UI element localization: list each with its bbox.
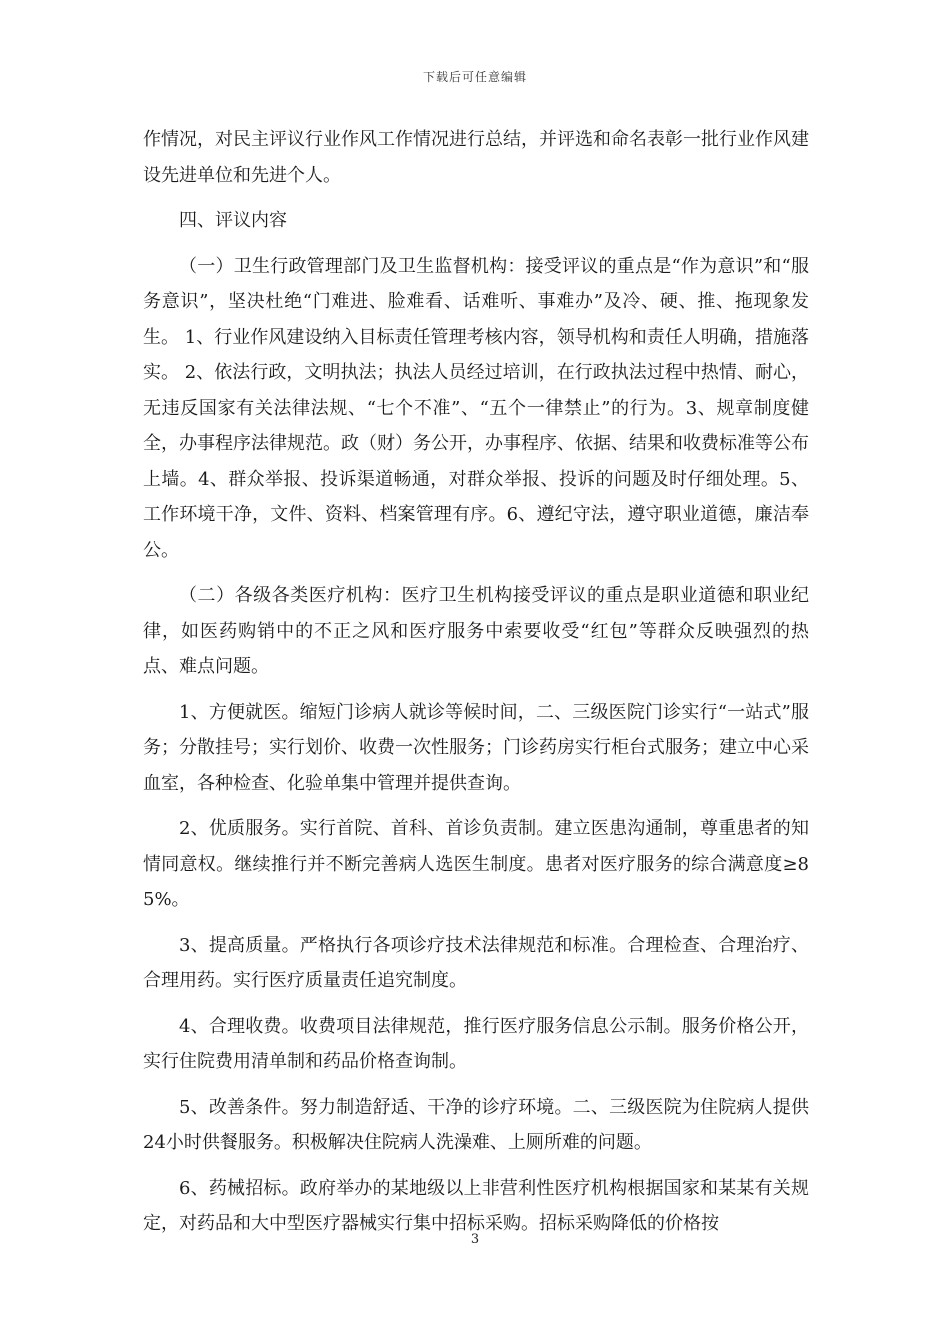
paragraph-item-3: 3、提高质量。严格执行各项诊疗技术法律规范和标准。合理检查、合理治疗、合理用药。实行医疗质量责任追究制度。 xyxy=(143,934,809,991)
paragraph-medical-institutions: （二）各级各类医疗机构：医疗卫生机构接受评议的重点是职业道德和职业纪律，如医药购销中的不正之风和医疗服务中索要收受“红包”等群众反映强烈的热点、难点问题。 xyxy=(143,585,809,677)
page-header: 下载后可任意编辑 xyxy=(422,70,527,84)
paragraph-item-1: 1、方便就医。缩短门诊病人就诊等候时间，二、三级医院门诊实行“一站式”服务；分散挂号；实行划价、收费一次性服务；门诊药房实行柜台式服务；建立中心采血室，各种检查、化验单集中管理并提供查询。 xyxy=(143,701,809,794)
paragraph-item-5: 5、改善条件。努力制造舒适、干净的诊疗环境。二、三级医院为住院病人提供24小时供餐服务。积极解决住院病人洗澡难、上厕所难的问题。 xyxy=(143,1096,809,1153)
paragraph-item-4: 4、合理收费。收费项目法律规范，推行医疗服务信息公示制。服务价格公开，实行住院费用清单制和药品价格查询制。 xyxy=(143,1015,809,1072)
document-body xyxy=(143,122,809,1252)
paragraph-health-admin: （一）卫生行政管理部门及卫生监督机构：接受评议的重点是“作为意识”和“服务意识”，坚决杜绝“门难进、脸难看、话难听、事难办”及冷、硬、推、拖现象发生。 1、行业作风建设纳入目标责任管理考核内容，领导机构和责任人明确，措施落实。 2、依法行政，文明执法；执法人员经过培训，在行政执法过程中热情、耐心，无违反国家有关法律法规、“七个不准”、“五个一律禁止”的行为。3、规章制度健全，办事程序法律规范。政（财）务公开，办事程序、依据、结果和收费标准等公布上墙。4、群众举报、投诉渠道畅通，对群众举报、投诉的问题及时仔细处理。5、工作环境干净，文件、资料、档案管理有序。6、遵纪守法，遵守职业道德，廉洁奉公。 xyxy=(143,255,809,561)
paragraph-continuation: 作情况，对民主评议行业作风工作情况进行总结，并评选和命名表彰一批行业作风建设先进单位和先进个人。 xyxy=(143,129,809,186)
paragraph-item-6: 6、药械招标。政府举办的某地级以上非营利性医疗机构根据国家和某某有关规定，对药品和大中型医疗器械实行集中招标采购。招标采购降低的价格按 xyxy=(143,1177,809,1234)
section-heading-evaluation-content: 四、评议内容 xyxy=(179,210,287,231)
page-number: 3 xyxy=(470,1232,480,1247)
paragraph-item-2: 2、优质服务。实行首院、首科、首诊负责制。建立医患沟通制，尊重患者的知情同意权。继续推行并不断完善病人选医生制度。患者对医疗服务的综合满意度≥85%。 xyxy=(143,818,809,910)
